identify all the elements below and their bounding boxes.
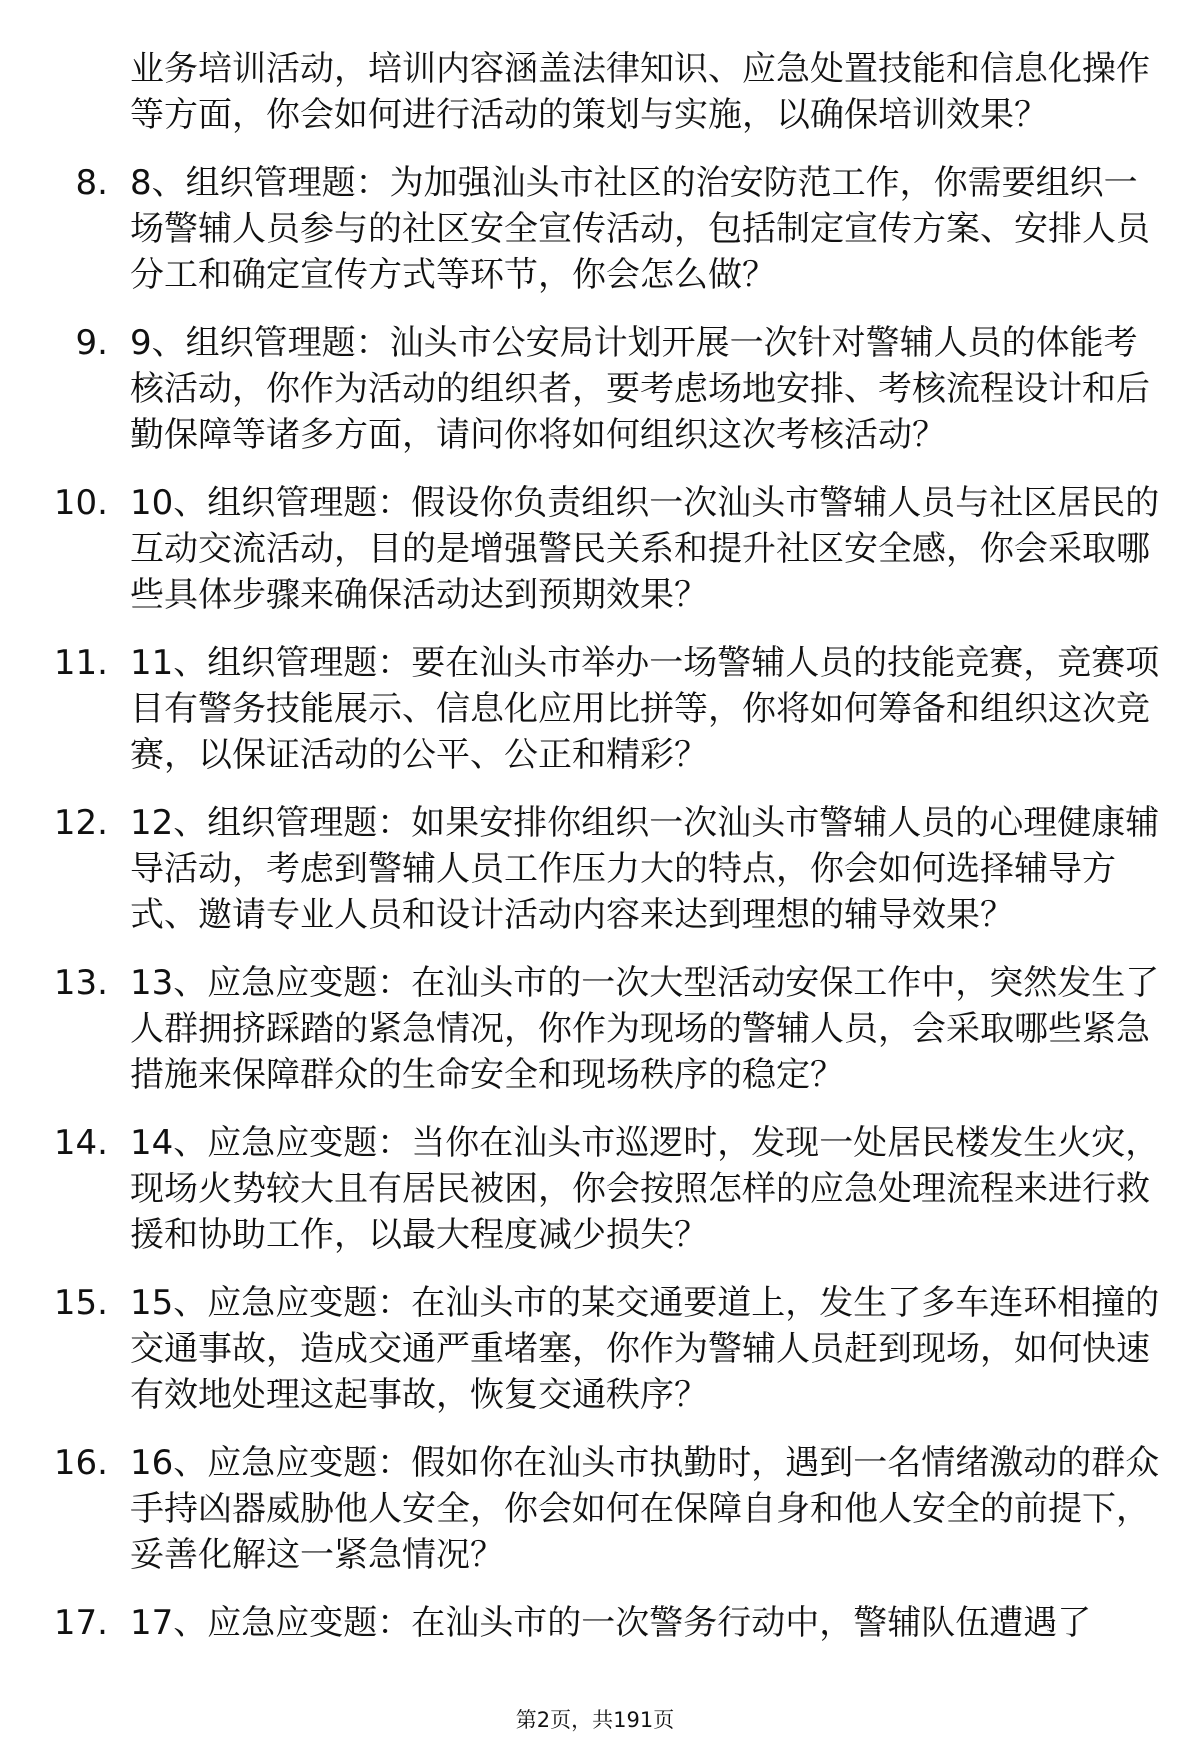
question-number: 13. (53, 963, 108, 1003)
question-text: 12、组织管理题：如果安排你组织一次汕头市警辅人员的心理健康辅导活动，考虑到警辅人员工作压力大的特点，你会如何选择辅导方式、邀请专业人员和设计活动内容来达到理想的辅导效果？ (130, 803, 1160, 935)
question-text: 13、应急应变题：在汕头市的一次大型活动安保工作中，突然发生了人群拥挤踩踏的紧急情况，你作为现场的警辅人员，会采取哪些紧急措施来保障群众的生命安全和现场秩序的稳定？ (130, 963, 1160, 1095)
question-item (0, 1280, 1170, 1418)
question-number: 15. (53, 1283, 108, 1323)
question-number: 16. (53, 1443, 108, 1483)
question-item (0, 480, 1170, 618)
question-text: 8、组织管理题：为加强汕头市社区的治安防范工作，你需要组织一场警辅人员参与的社区安全宣传活动，包括制定宣传方案、安排人员分工和确定宣传方式等环节，你会怎么做？ (130, 163, 1150, 295)
question-text: 11、组织管理题：要在汕头市举办一场警辅人员的技能竞赛，竞赛项目有警务技能展示、信息化应用比拼等，你将如何筹备和组织这次竞赛，以保证活动的公平、公正和精彩？ (130, 643, 1160, 775)
question-text: 16、应急应变题：假如你在汕头市执勤时，遇到一名情绪激动的群众手持凶器威胁他人安全，你会如何在保障自身和他人安全的前提下，妥善化解这一紧急情况？ (130, 1443, 1160, 1575)
question-item (0, 1600, 1170, 1646)
question-number: 11. (53, 643, 108, 683)
question-number: 9. (75, 323, 108, 363)
continuation-text: 业务培训活动，培训内容涵盖法律知识、应急处置技能和信息化操作等方面，你会如何进行活动的策划与实施，以确保培训效果？ (130, 49, 1150, 135)
question-text: 15、应急应变题：在汕头市的某交通要道上，发生了多车连环相撞的交通事故，造成交通严重堵塞，你作为警辅人员赶到现场，如何快速有效地处理这起事故，恢复交通秩序？ (130, 1283, 1160, 1415)
question-item (0, 1120, 1170, 1258)
question-list (0, 46, 1190, 1668)
question-item (0, 800, 1170, 938)
question-item (0, 1440, 1170, 1578)
question-text: 14、应急应变题：当你在汕头市巡逻时，发现一处居民楼发生火灾，现场火势较大且有居民被困，你会按照怎样的应急处理流程来进行救援和协助工作，以最大程度减少损失？ (130, 1123, 1160, 1255)
question-number: 14. (53, 1123, 108, 1163)
page-footer: 第2页，共191页 (515, 1708, 675, 1732)
question-item (0, 320, 1170, 458)
question-item (0, 640, 1170, 778)
question-number: 17. (53, 1603, 108, 1643)
question-number: 8. (75, 163, 108, 203)
question-item (0, 960, 1170, 1098)
question-text: 10、组织管理题：假设你负责组织一次汕头市警辅人员与社区居民的互动交流活动，目的是增强警民关系和提升社区安全感，你会采取哪些具体步骤来确保活动达到预期效果？ (130, 483, 1160, 615)
watermark: ⁣ (205, 1045, 306, 1188)
question-number: 12. (53, 803, 108, 843)
question-number: 10. (53, 483, 108, 523)
question-item (0, 160, 1170, 298)
question-text: 17、应急应变题：在汕头市的一次警务行动中，警辅队伍遭遇了 (130, 1603, 1092, 1643)
question-text: 9、组织管理题：汕头市公安局计划开展一次针对警辅人员的体能考核活动，你作为活动的组织者，要考虑场地安排、考核流程设计和后勤保障等诸多方面，请问你将如何组织这次考核活动？ (130, 323, 1150, 455)
